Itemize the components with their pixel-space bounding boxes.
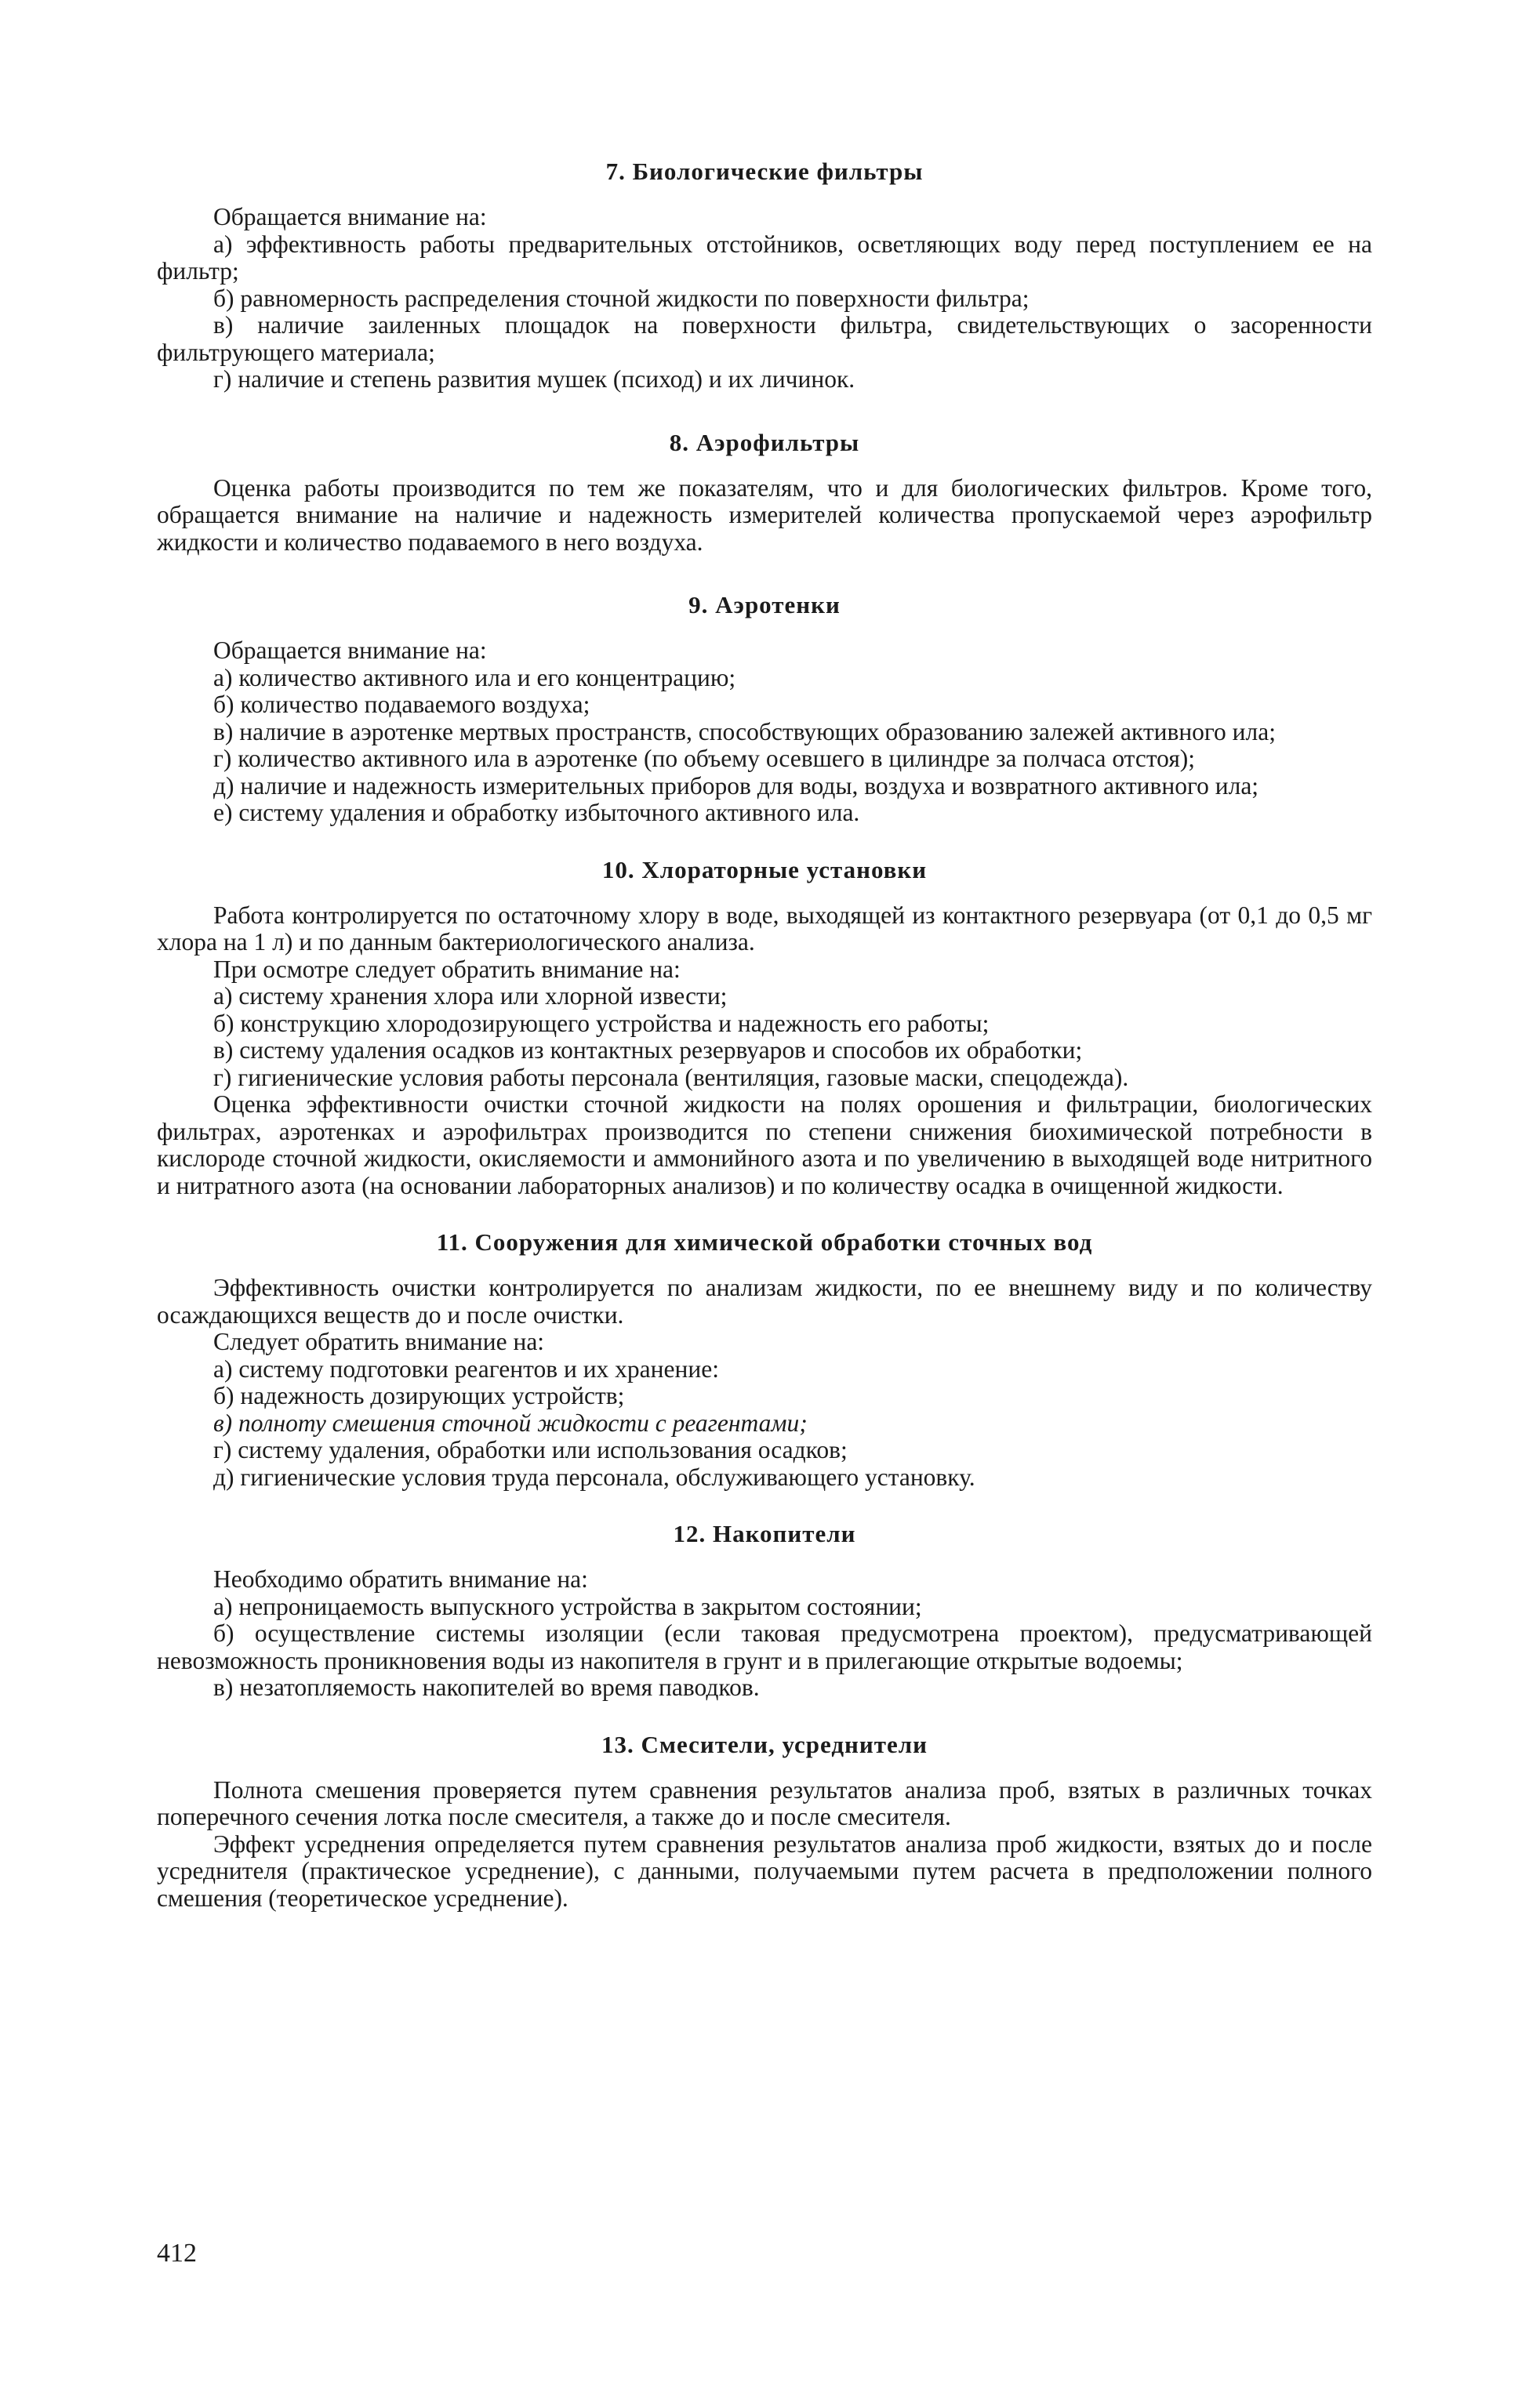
list-item: б) конструкцию хлородозирующего устройства и надежность его работы; — [213, 1009, 990, 1037]
list-item: г) систему удаления, обработки или использования осадков; — [213, 1436, 848, 1463]
section-biological-filters — [157, 157, 1372, 393]
list-item: б) количество подаваемого воздуха; — [213, 691, 590, 718]
list-item: г) гигиенические условия работы персонала (вентиляция, газовые маски, спецодежда). — [213, 1063, 1129, 1091]
section-aerotanks — [157, 590, 1372, 827]
page-content — [157, 157, 1372, 1912]
list-item: д) гигиенические условия труда персонала, обслуживающего установку. — [213, 1463, 975, 1491]
section-aerofilters — [157, 428, 1372, 557]
section-intro: При осмотре следует обратить внимание на: — [213, 955, 681, 983]
list-item: а) систему хранения хлора или хлорной извести; — [213, 982, 728, 1010]
list-item: б) осуществление системы изоляции (если таковая предусмотрена проектом), предусматривающей невозможность проникновения воды из накопителя в грунт и в прилегающие открытые водоемы; — [157, 1619, 1372, 1674]
section-paragraph: Эффективность очистки контролируется по анализам жидкости, по ее внешнему виду и по количеству осаждающихся веществ до и после очистки. — [157, 1274, 1372, 1329]
list-item: а) систему подготовки реагентов и их хранение: — [213, 1354, 719, 1383]
item-list — [157, 1356, 1372, 1492]
list-item: е) систему удаления и обработку избыточного активного ила. — [213, 799, 860, 826]
page-number: 412 — [157, 2239, 197, 2268]
section-closing: Эффект усреднения определяется путем сравнения результатов анализа проб жидкости, взятых до и после усреднителя (практическое усреднение), с данными, получаемыми путем расчета в предположении полного смешения (теоретическое усреднение). — [157, 1830, 1372, 1912]
section-closing: Оценка эффективности очистки сточной жидкости на полях орошения и фильтрации, биологических фильтрах, аэротенках и аэрофильтрах производится по степени снижения биохимической потребности в кислороде сточной жидкости, окисляемости и аммонийного азота и по увеличению в выходящей воде нитритного и нитратного азота (на основании лабораторных анализов) и по количеству осадка в очищенной жидкости. — [157, 1090, 1372, 1199]
list-item: в) наличие в аэротенке мертвых пространств, способствующих образованию залежей активного ила; — [213, 717, 1276, 745]
item-list — [157, 665, 1372, 827]
section-chemical-treatment — [157, 1228, 1372, 1491]
list-item: б) равномерность распределения сточной жидкости по поверхности фильтра; — [213, 284, 1030, 312]
list-item: д) наличие и надежность измерительных приборов для воды, воздуха и возвратного активного ила; — [213, 771, 1259, 800]
list-item: а) эффективность работы предварительных отстойников, осветляющих воду перед поступлением ее на фильтр; — [157, 230, 1372, 285]
section-title: 12. Накопители — [673, 1520, 856, 1547]
item-list — [157, 1594, 1372, 1702]
section-storage — [157, 1519, 1372, 1702]
section-title: 10. Хлораторные установки — [601, 855, 928, 883]
section-paragraph: Полнота смешения проверяется путем сравнения результатов анализа проб, взятых в различных точках поперечного сечения лотка после смесителя, а также до и после смесителя. — [157, 1775, 1372, 1830]
section-intro: Обращается внимание на: — [213, 636, 487, 664]
list-item: б) надежность дозирующих устройств; — [213, 1382, 625, 1409]
list-item: в) наличие заиленных площадок на поверхности фильтра, свидетельствующих о засоренности фильтрующего материала; — [157, 311, 1372, 366]
list-item: в) незатопляемость накопителей во время паводков. — [213, 1674, 760, 1701]
section-title: 8. Аэрофильтры — [669, 428, 860, 456]
section-intro: Следует обратить внимание на: — [213, 1328, 545, 1355]
list-item: а) количество активного ила и его концентрацию; — [213, 663, 736, 691]
section-title: 9. Аэротенки — [688, 591, 841, 618]
section-title: 13. Смесители, усреднители — [601, 1730, 928, 1758]
section-mixers — [157, 1730, 1372, 1913]
section-title: 11. Сооружения для химической обработки сточных вод — [436, 1228, 1093, 1256]
section-paragraph: Работа контролируется по остаточному хлору в воде, выходящей из контактного резервуара (от 0,1 до 0,5 мг хлора на 1 л) и по данным бактериологического анализа. — [157, 901, 1372, 956]
section-paragraph: Оценка работы производится по тем же показателям, что и для биологических фильтров. Кроме того, обращается внимание на наличие и надежность измерителей количества пропускаемой через аэрофильтр жидкости и количество подаваемого в него воздуха. — [157, 473, 1372, 556]
section-chlorination — [157, 855, 1372, 1200]
section-title: 7. Биологические фильтры — [605, 158, 924, 185]
section-intro: Обращается внимание на: — [213, 203, 487, 230]
list-item: в) систему удаления осадков из контактных резервуаров и способов их обработки; — [213, 1036, 1083, 1064]
item-list — [157, 231, 1372, 393]
list-item: а) непроницаемость выпускного устройства в закрытом состоянии; — [213, 1592, 922, 1620]
section-intro: Необходимо обратить внимание на: — [213, 1565, 588, 1593]
list-item: г) наличие и степень развития мушек (психод) и их личинок. — [213, 365, 855, 393]
list-item: г) количество активного ила в аэротенке (по объему осевшего в цилиндре за полчаса отстоя); — [213, 745, 1196, 772]
italic-text: в) полноту смешения сточной жидкости с реагентами; — [213, 1409, 808, 1437]
list-item — [157, 1410, 1372, 1438]
item-list — [157, 983, 1372, 1091]
